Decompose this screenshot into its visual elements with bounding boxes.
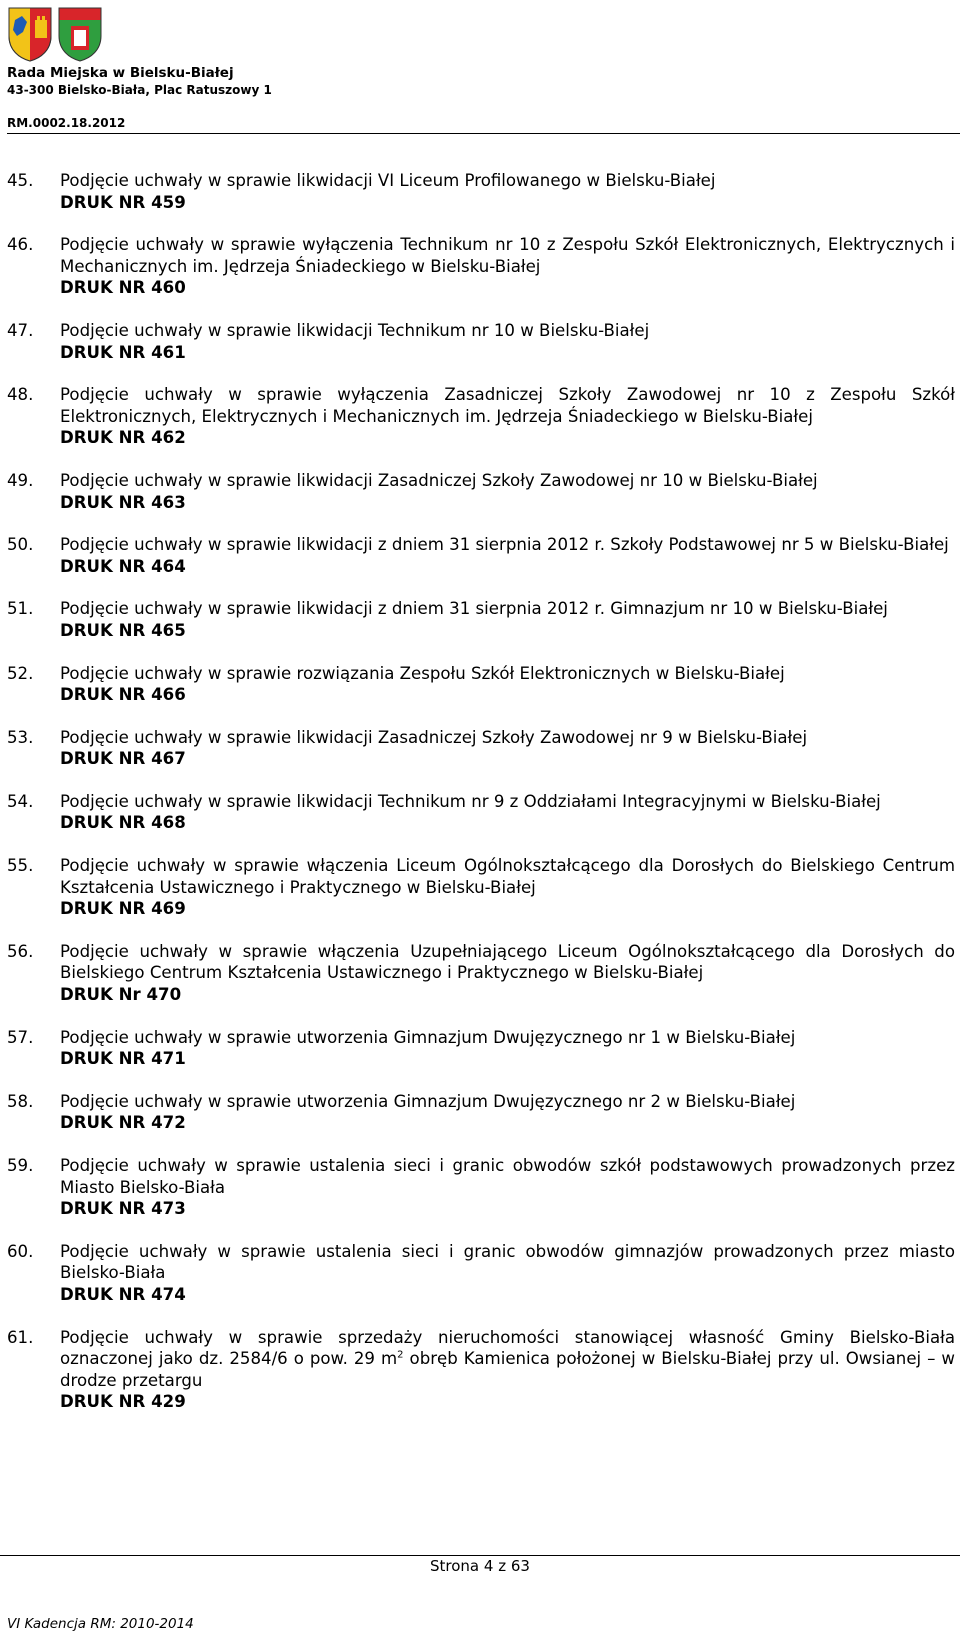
agenda-item (7, 1027, 955, 1070)
item-title: Podjęcie uchwały w sprawie wyłączenia Zasadniczej Szkoły Zawodowej nr 10 z Zespołu Szkół Elektronicznych, Elektrycznych i Mechanicznych im. Jędrzeja Śniadeckiego w Bielsku-Białej (60, 385, 955, 426)
item-title-part: obręb Kamienica położonej w Bielsku-Białej przy ul. Owsianej – w drodze przetargu (60, 1349, 956, 1390)
item-number: 61. (7, 1327, 34, 1347)
druk-number: DRUK NR 473 (60, 1199, 186, 1219)
item-number: 55. (7, 856, 34, 876)
item-number: 47. (7, 320, 34, 340)
druk-number: DRUK Nr 470 (60, 985, 182, 1005)
item-number: 45. (7, 171, 34, 190)
page-number: Strona 4 z 63 (430, 1557, 530, 1575)
druk-number: DRUK NR 465 (60, 620, 186, 640)
agenda-item (7, 234, 955, 299)
agenda-item (7, 384, 955, 449)
item-title: Podjęcie uchwały w sprawie likwidacji Technikum nr 10 w Bielsku-Białej (60, 320, 650, 340)
item-title: Podjęcie uchwały w sprawie likwidacji z dniem 31 sierpnia 2012 r. Szkoły Podstawowej nr 5 w Bielsku-Białej (60, 535, 949, 555)
agenda-item (7, 1091, 955, 1134)
item-title: Podjęcie uchwały w sprawie wyłączenia Technikum nr 10 z Zespołu Szkół Elektronicznych, Elektrycznych i Mechanicznych im. Jędrzeja Śniadeckiego w Bielsku-Białej (60, 235, 955, 276)
item-number: 53. (7, 727, 34, 747)
item-title: Podjęcie uchwały w sprawie włączenia Liceum Ogólnokształcącego dla Dorosłych do Bielskiego Centrum Kształcenia Ustawicznego i Praktycznego w Bielsku-Białej (60, 856, 955, 897)
item-title: Podjęcie uchwały w sprawie utworzenia Gimnazjum Dwujęzycznego nr 2 w Bielsku-Białej (60, 1091, 796, 1111)
agenda-item (7, 170, 955, 213)
item-number: 52. (7, 663, 34, 683)
druk-number: DRUK NR 459 (60, 192, 186, 212)
item-number: 58. (7, 1091, 34, 1111)
agenda-item (7, 534, 955, 577)
agenda-item (7, 1155, 955, 1220)
agenda-item (7, 791, 955, 834)
org-name: Rada Miejska w Bielsku-Białej (7, 65, 234, 81)
druk-number: DRUK NR 474 (60, 1284, 186, 1304)
druk-number: DRUK NR 460 (60, 278, 186, 298)
agenda-item (7, 598, 955, 641)
item-number: 49. (7, 470, 34, 490)
druk-number: DRUK NR 468 (60, 813, 186, 833)
agenda-item (7, 1241, 955, 1306)
item-number: 57. (7, 1027, 34, 1047)
superscript: 2 (397, 1349, 404, 1361)
bielsko-crest-icon (7, 6, 53, 62)
item-title: Podjęcie uchwały w sprawie likwidacji z dniem 31 sierpnia 2012 r. Gimnazjum nr 10 w Bielsku-Białej (60, 599, 888, 619)
druk-number: DRUK NR 461 (60, 342, 186, 362)
druk-number: DRUK NR 429 (60, 1392, 186, 1412)
item-number: 59. (7, 1156, 34, 1175)
item-number: 60. (7, 1241, 34, 1261)
agenda-list (7, 170, 955, 1434)
druk-number: DRUK NR 467 (60, 749, 186, 769)
council-term: VI Kadencja RM: 2010-2014 (7, 1616, 194, 1632)
agenda-item (7, 1327, 955, 1413)
druk-number: DRUK NR 469 (60, 899, 186, 919)
druk-number: DRUK NR 466 (60, 685, 186, 705)
item-title: Podjęcie uchwały w sprawie włączenia Uzupełniającego Liceum Ogólnokształcącego dla Dorosłych do Bielskiego Centrum Kształcenia Ustawicznego i Praktycznego w Bielsku-Białej (60, 941, 955, 983)
druk-number: DRUK NR 462 (60, 428, 186, 448)
item-title: Podjęcie uchwały w sprawie ustalenia sieci i granic obwodów gimnazjów prowadzonych przez miasto Bielsko-Biała (60, 1241, 955, 1283)
agenda-item (7, 663, 955, 706)
item-title (60, 1327, 955, 1392)
agenda-item (7, 470, 955, 513)
agenda-item (7, 855, 955, 920)
item-number: 50. (7, 535, 34, 555)
item-title-part: Podjęcie uchwały w sprawie sprzedaży nieruchomości stanowiącej własność Gminy Bielsko-Biała oznaczonej jako dz. 2584/6 o pow. 29 m (60, 1327, 955, 1369)
item-title: Podjęcie uchwały w sprawie likwidacji VI Liceum Profilowanego w Bielsku-Białej (60, 171, 716, 190)
item-title: Podjęcie uchwały w sprawie likwidacji Zasadniczej Szkoły Zawodowej nr 9 w Bielsku-Białej (60, 727, 808, 747)
druk-number: DRUK NR 471 (60, 1049, 186, 1069)
item-number: 51. (7, 599, 34, 619)
item-title: Podjęcie uchwały w sprawie ustalenia sieci i granic obwodów szkół podstawowych prowadzonych przez Miasto Bielsko-Biała (60, 1156, 955, 1197)
agenda-item (7, 941, 955, 1006)
druk-number: DRUK NR 463 (60, 492, 186, 512)
item-title: Podjęcie uchwały w sprawie utworzenia Gimnazjum Dwujęzycznego nr 1 w Bielsku-Białej (60, 1027, 796, 1047)
druk-number: DRUK NR 464 (60, 556, 186, 576)
agenda-item (7, 320, 955, 363)
druk-number: DRUK NR 472 (60, 1113, 186, 1133)
item-title: Podjęcie uchwały w sprawie rozwiązania Zespołu Szkół Elektronicznych w Bielsku-Białej (60, 663, 785, 683)
document-reference: RM.0002.18.2012 (7, 116, 126, 130)
biala-crest-icon (57, 6, 103, 62)
item-title: Podjęcie uchwały w sprawie likwidacji Technikum nr 9 z Oddziałami Integracyjnymi w Bielsku-Białej (60, 791, 881, 811)
agenda-item (7, 727, 955, 770)
org-address: 43-300 Bielsko-Biała, Plac Ratuszowy 1 (7, 83, 272, 97)
item-number: 54. (7, 791, 34, 811)
header-divider (7, 133, 960, 134)
item-number: 48. (7, 385, 34, 405)
footer-divider (0, 1555, 960, 1556)
item-title: Podjęcie uchwały w sprawie likwidacji Zasadniczej Szkoły Zawodowej nr 10 w Bielsku-Białej (60, 470, 818, 490)
item-number: 46. (7, 235, 34, 255)
item-number: 56. (7, 941, 34, 961)
